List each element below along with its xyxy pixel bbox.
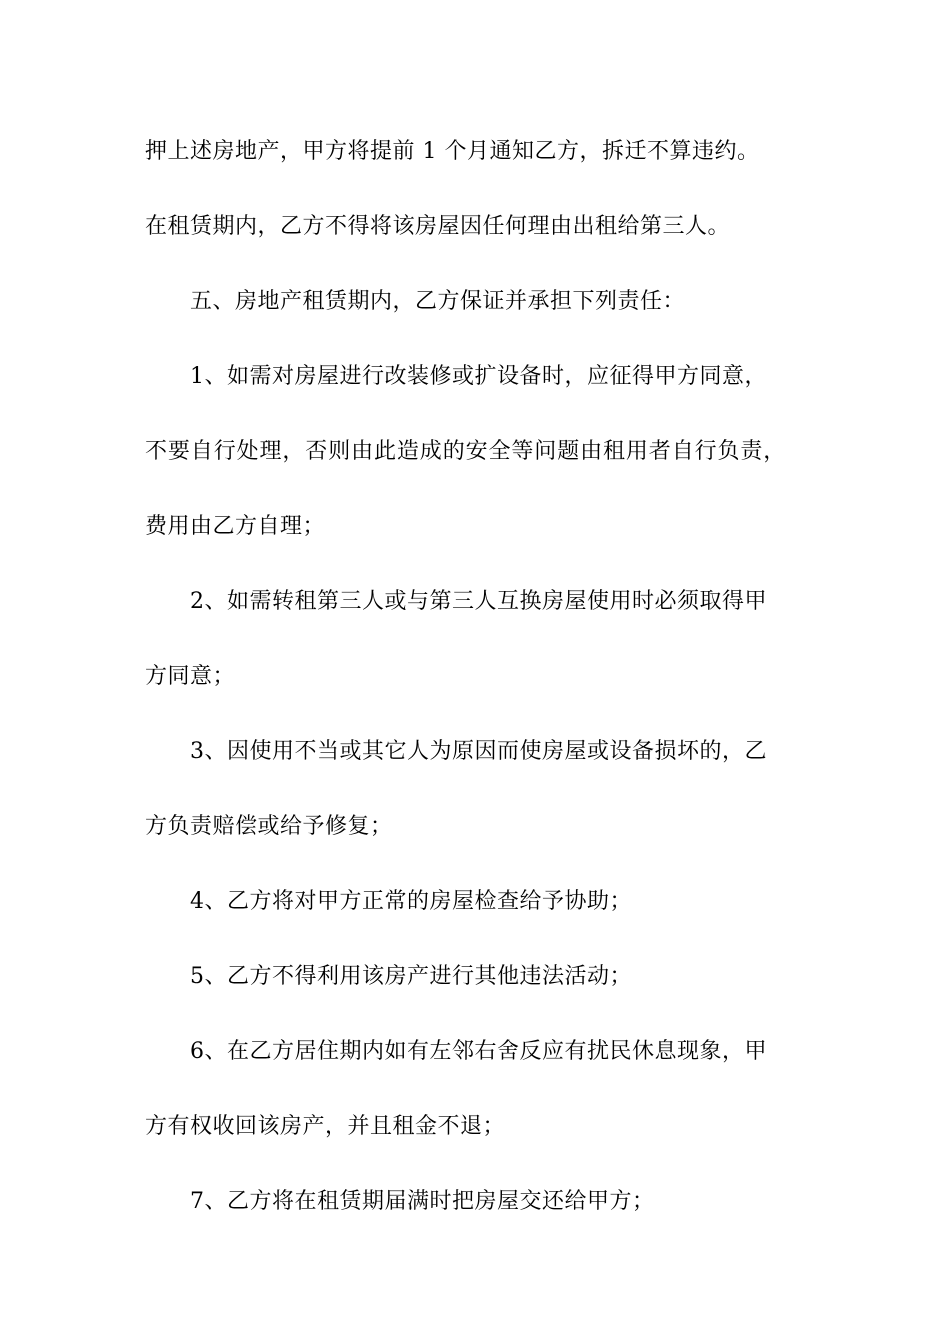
text-line-1: 押上述房地产，甲方将提前 1 个月通知乙方，拆迁不算违约。 <box>145 139 760 164</box>
clause-3-line-1: 3、因使用不当或其它人为原因而使房屋或设备损坏的，乙 <box>190 739 767 764</box>
clause-1-line-1: 1、如需对房屋进行改装修或扩设备时，应征得甲方同意， <box>190 364 767 389</box>
clause-6-line-1: 6、在乙方居住期内如有左邻右舍反应有扰民休息现象，甲 <box>190 1039 767 1064</box>
clause-6-line-2: 方有权收回该房产，并且租金不退； <box>145 1114 506 1139</box>
clause-7: 7、乙方将在租赁期届满时把房屋交还给甲方； <box>190 1189 655 1214</box>
clause-1-line-3: 费用由乙方自理； <box>145 514 326 539</box>
clause-2-line-1: 2、如需转租第三人或与第三人互换房屋使用时必须取得甲 <box>190 589 767 614</box>
clause-4: 4、乙方将对甲方正常的房屋检查给予协助； <box>190 889 632 914</box>
clause-5: 5、乙方不得利用该房产进行其他违法活动； <box>190 964 632 989</box>
clause-2-line-2: 方同意； <box>145 664 236 689</box>
section-5-heading: 五、房地产租赁期内，乙方保证并承担下列责任： <box>190 289 686 314</box>
text-line-2: 在租赁期内，乙方不得将该房屋因任何理由出租给第三人。 <box>145 214 731 239</box>
clause-3-line-2: 方负责赔偿或给予修复； <box>145 814 393 839</box>
clause-1-line-2: 不要自行处理，否则由此造成的安全等问题由租用者自行负责， <box>145 439 787 464</box>
